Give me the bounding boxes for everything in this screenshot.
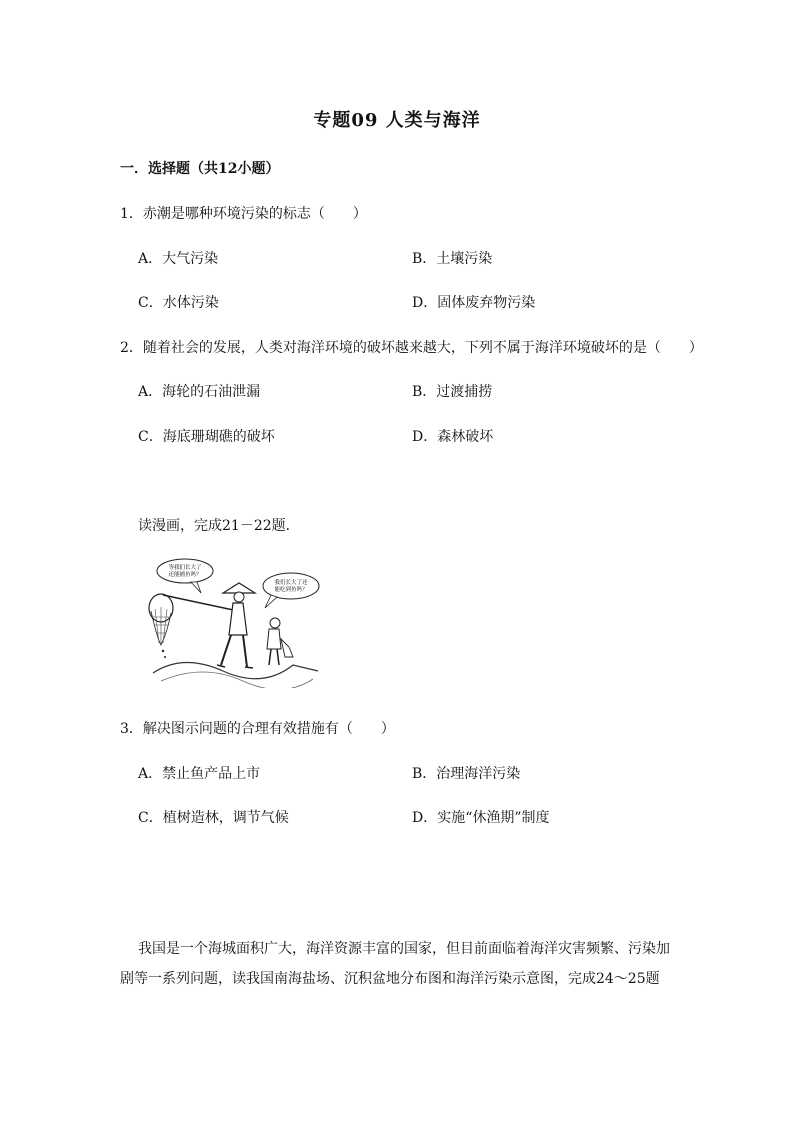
question-3-option-a[interactable]: A．禁止鱼产品上市: [138, 766, 261, 782]
bubble-2-line-1: 我们长大了还: [274, 580, 308, 586]
bubble-1-line-2: 还能捕鱼吗？: [168, 572, 202, 578]
question-1-stem: 1．赤潮是哪种环境污染的标志（ ）: [120, 206, 367, 222]
page-title: 专题09 人类与海洋: [313, 110, 481, 131]
question-3-stem: 3．解决图示问题的合理有效措施有（ ）: [120, 721, 395, 737]
question-1-option-d[interactable]: D．固体废弃物污染: [412, 295, 536, 311]
question-1-option-b[interactable]: B．土壤污染: [412, 251, 493, 267]
question-1-option-a[interactable]: A．大气污染: [138, 251, 219, 267]
passage-line-2: 剧等一系列问题，读我国南海盐场、沉积盆地分布图和海洋污染示意图，完成24～25题: [120, 971, 660, 987]
section-heading: 一．选择题（共12小题）: [120, 161, 280, 177]
bubble-2-line-2: 能吃到鱼吗？: [274, 587, 308, 593]
question-2-option-b[interactable]: B．过渡捕捞: [412, 384, 493, 400]
question-1-option-c[interactable]: C．水体污染: [138, 295, 219, 311]
question-3-option-d[interactable]: D．实施“休渔期”制度: [412, 810, 550, 826]
cartoon-intro: 读漫画，完成21－22题．: [138, 518, 300, 534]
question-3-option-b[interactable]: B．治理海洋污染: [412, 766, 521, 782]
question-2-stem: 2．随着社会的发展，人类对海洋环境的破坏越来越大，下列不属于海洋环境破坏的是（ ）: [120, 340, 703, 356]
question-2-option-d[interactable]: D．森林破坏: [412, 429, 494, 445]
question-3-option-c[interactable]: C．植树造林，调节气候: [138, 810, 289, 826]
passage-line-1: 我国是一个海城面积广大，海洋资源丰富的国家，但目前面临着海洋灾害频繁、污染加: [138, 941, 670, 957]
question-2-option-c[interactable]: C．海底珊瑚礁的破坏: [138, 429, 275, 445]
fishing-cartoon: [143, 553, 323, 688]
question-2-option-a[interactable]: A．海轮的石油泄漏: [138, 384, 261, 400]
passage: [120, 934, 680, 994]
bubble-1-line-1: 等我们长大了: [168, 565, 202, 571]
